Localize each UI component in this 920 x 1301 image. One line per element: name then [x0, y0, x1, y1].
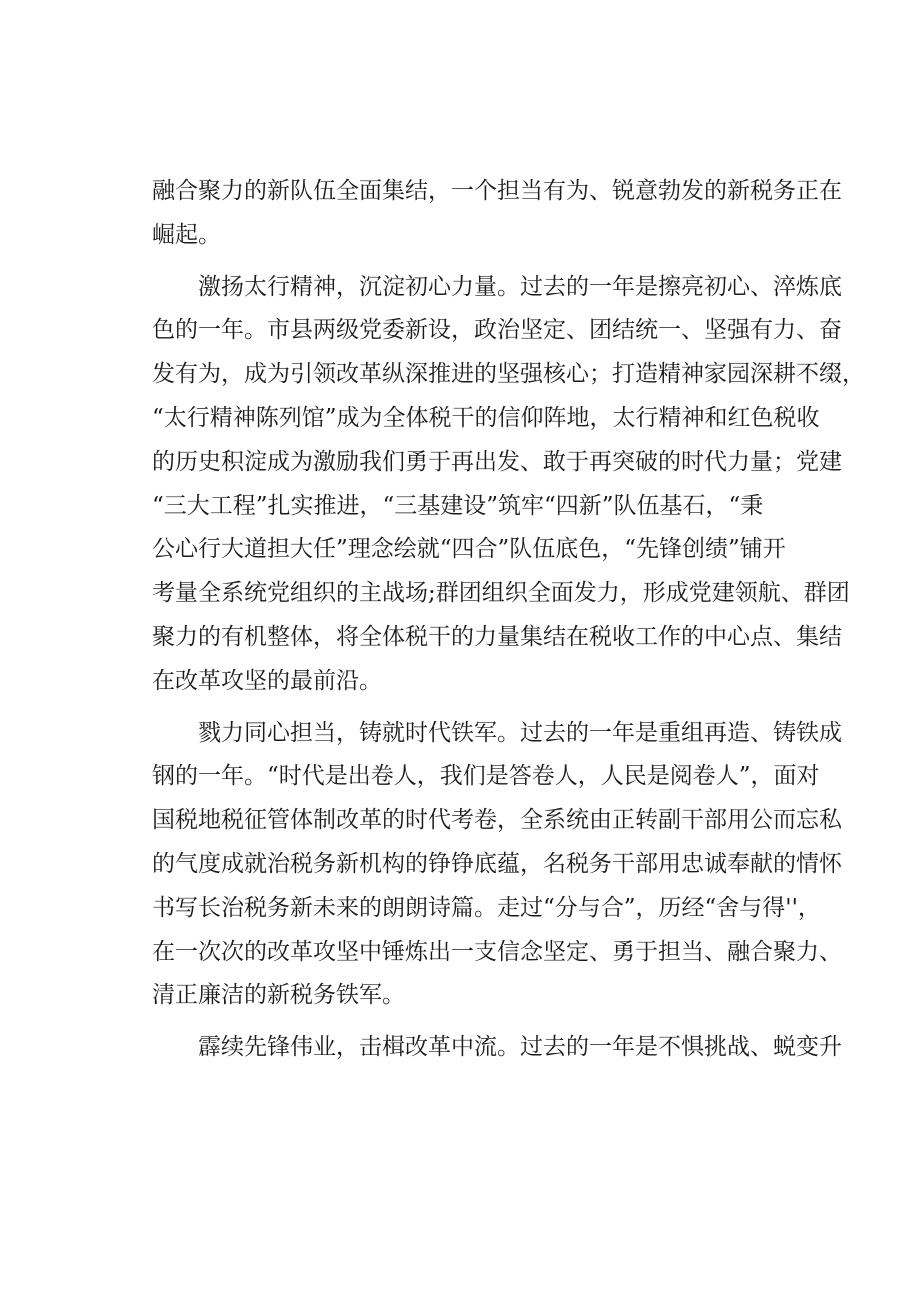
paragraph-4	[152, 1026, 842, 1070]
document-body	[152, 170, 865, 1070]
text-line: “三大工程”扎实推进，“三基建设”筑牢“四新”队伍基石，“秉	[152, 492, 764, 519]
text-line: 的气度成就治税务新机构的铮铮底蕴，名税务干部用忠诚奉献的情怀	[152, 850, 842, 877]
text-line: 戮力同心担当，铸就时代铁军。过去的一年是重组再造、铸铁成	[152, 719, 842, 746]
text-line: 激扬太行精神，沉淀初心力量。过去的一年是擦亮初心、淬炼底	[152, 273, 842, 300]
text-line: 霹续先锋伟业，击楫改革中流。过去的一年是不惧挑战、蜕变升	[152, 1034, 842, 1061]
text-line: 发有为，成为引领改革纵深推进的坚强核心；打造精神家园深耕不缀，	[152, 361, 865, 388]
text-line: “太行精神陈列馆”成为全体税干的信仰阵地，太行精神和红色税收	[152, 404, 820, 431]
text-line: 书写长治税务新未来的朗朗诗篇。走过“分与合”，历经“舍与得''，	[152, 894, 821, 921]
text-line: 崛起。	[152, 221, 221, 248]
paragraph-3	[152, 712, 842, 1019]
text-line: 色的一年。市县两级党委新设，政治坚定、团结统一、坚强有力、奋	[152, 317, 842, 344]
text-line: 国税地税征管体制改革的时代考卷，全系统由正转副干部用公而忘私	[152, 807, 842, 834]
text-line: 钢的一年。“时代是出卷人，我们是答卷人，人民是阅卷人”，面对	[152, 763, 820, 790]
text-line: 清正廉洁的新税务铁军。	[152, 982, 405, 1009]
text-line: 公心行大道担大任”理念绘就“四合”队伍底色，“先锋创绩”铺开	[152, 536, 786, 563]
text-line: 考量全系统党组织的主战场;群团组织全面发力，形成党建领航、群团	[152, 580, 850, 607]
text-line: 聚力的有机整体，将全体税干的力量集结在税收工作的中心点、集结	[152, 623, 842, 650]
text-line: 融合聚力的新队伍全面集结，一个担当有为、锐意勃发的新税务正在	[152, 178, 842, 204]
text-line: 在改革攻坚的最前沿。	[152, 667, 382, 694]
paragraph-2	[152, 266, 865, 704]
text-line: 在一次次的改革攻坚中锤炼出一支信念坚定、勇于担当、融合聚力、	[152, 938, 842, 965]
text-line: 的历史积淀成为激励我们勇于再出发、敢于再突破的时代力量；党建	[152, 448, 842, 475]
paragraph-1	[152, 170, 842, 258]
